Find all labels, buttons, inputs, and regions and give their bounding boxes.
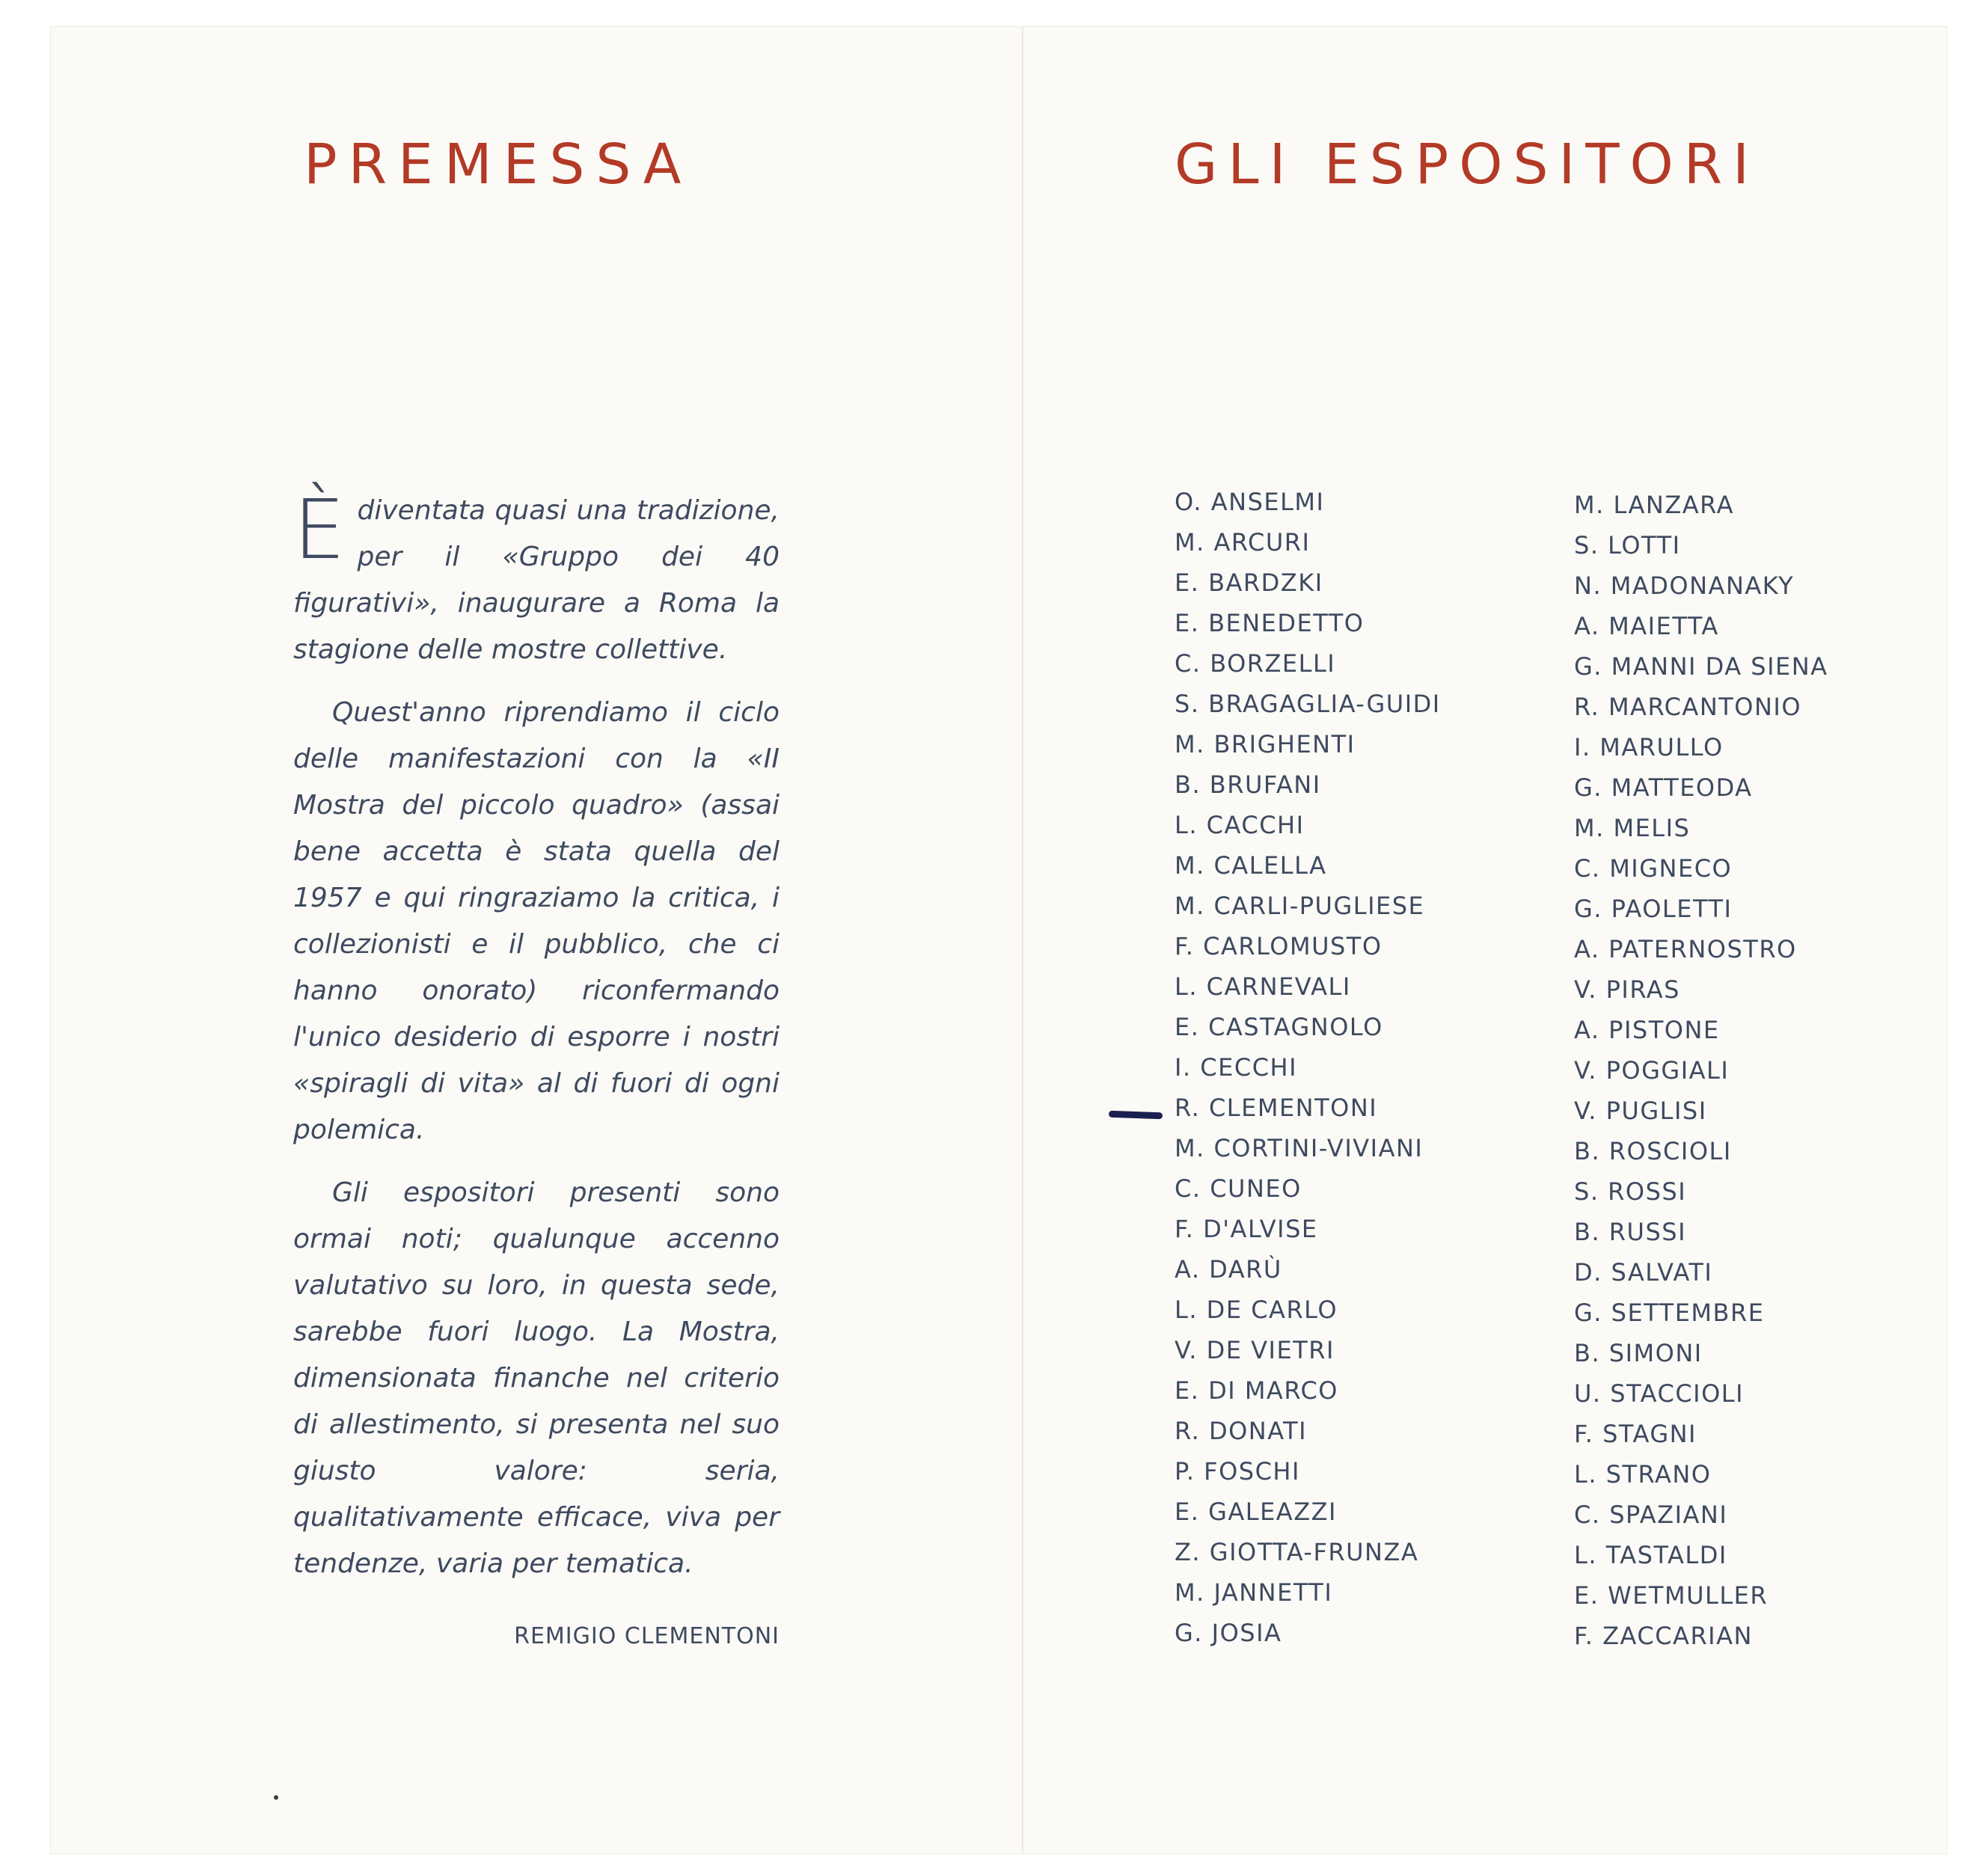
exhibitor-name: L. DE CARLO (1175, 1296, 1338, 1324)
intro-paragraph-2 (293, 690, 780, 1153)
intro-paragraph-2-text: Quest'anno riprendiamo il ciclo delle manifestazioni con la «II Mostra del piccolo quadro» (assai bene accetta è stata quella del 1957 e qui ringraziamo la critica, i collezionisti e il pubblico, che ci hanno onorato) riconfermando l'unico desiderio di esporre i nostri «spiragli di vita» al di fuori di ogni polemica. (293, 697, 780, 1145)
exhibitor-name: D. SALVATI (1574, 1258, 1713, 1287)
exhibitor-name: I. CECCHI (1175, 1053, 1298, 1082)
exhibitor-name: E. WETMULLER (1574, 1581, 1769, 1610)
exhibitor-name: B. BRUFANI (1175, 770, 1321, 799)
exhibitor-name: G. MANNI DA SIENA (1574, 652, 1828, 681)
signature: REMIGIO CLEMENTONI (514, 1623, 780, 1649)
exhibitor-name: A. PATERNOSTRO (1574, 935, 1797, 963)
exhibitor-name: B. RUSSI (1574, 1218, 1687, 1246)
exhibitor-name: C. CUNEO (1175, 1174, 1302, 1203)
exhibitor-name: F. ZACCARIAN (1574, 1622, 1753, 1650)
exhibitor-name: A. PISTONE (1574, 1016, 1720, 1044)
drop-cap: È (293, 482, 346, 577)
exhibitor-name: M. BRIGHENTI (1175, 730, 1356, 758)
right-page-title: GLI ESPOSITORI (1175, 132, 1760, 197)
exhibitor-name: Z. GIOTTA-FRUNZA (1175, 1538, 1419, 1566)
exhibitor-name: M. CORTINI-VIVIANI (1175, 1134, 1424, 1162)
exhibitor-name: C. BORZELLI (1175, 649, 1336, 678)
exhibitor-name: A. MAIETTA (1574, 612, 1719, 640)
exhibitor-name: U. STACCIOLI (1574, 1379, 1745, 1408)
exhibitor-name: R. CLEMENTONI (1175, 1094, 1378, 1122)
left-page-title: PREMESSA (304, 132, 693, 197)
exhibitor-name: P. FOSCHI (1175, 1457, 1300, 1486)
exhibitor-name: V. PIRAS (1574, 975, 1680, 1004)
exhibitor-name: N. MADONANAKY (1574, 571, 1795, 600)
paper-speck (274, 1795, 278, 1800)
exhibitor-name: E. CASTAGNOLO (1175, 1013, 1383, 1041)
exhibitor-name: C. SPAZIANI (1574, 1501, 1728, 1529)
exhibitor-name: M. MELIS (1574, 814, 1691, 842)
exhibitor-name: M. CALELLA (1175, 851, 1327, 880)
intro-paragraph-1-text: diventata quasi una tradizione, per il «Gruppo dei 40 figurativi», inaugurare a Roma la stagione delle mostre collettive. (293, 495, 780, 665)
exhibitor-name: F. STAGNI (1574, 1420, 1697, 1448)
exhibitor-name: V. PUGLISI (1574, 1097, 1707, 1125)
exhibitor-name: V. DE VIETRI (1175, 1336, 1335, 1364)
exhibitors-list-right (1574, 485, 1828, 1656)
exhibitor-name: E. GALEAZZI (1175, 1498, 1337, 1526)
exhibitor-name: F. D'ALVISE (1175, 1215, 1318, 1243)
exhibitor-name: G. PAOLETTI (1574, 895, 1733, 923)
exhibitor-name: E. DI MARCO (1175, 1376, 1338, 1405)
exhibitor-name: R. DONATI (1175, 1417, 1308, 1445)
intro-paragraph-1 (293, 482, 780, 673)
exhibitor-name: B. SIMONI (1574, 1339, 1703, 1367)
exhibitor-name: E. BENEDETTO (1175, 609, 1365, 637)
intro-paragraph-3 (293, 1170, 780, 1587)
exhibitor-name: S. ROSSI (1574, 1177, 1687, 1206)
exhibitor-name: M. ARCURI (1175, 528, 1311, 557)
intro-text (293, 482, 780, 1587)
exhibitor-name: M. JANNETTI (1175, 1578, 1333, 1607)
exhibitor-name: M. CARLI-PUGLIESE (1175, 892, 1425, 920)
exhibitor-name: F. CARLOMUSTO (1175, 932, 1383, 960)
exhibitor-name: L. TASTALDI (1574, 1541, 1727, 1569)
exhibitor-name: L. CACCHI (1175, 811, 1305, 839)
exhibitor-name: R. MARCANTONIO (1574, 693, 1802, 721)
exhibitor-name: C. MIGNECO (1574, 854, 1733, 883)
exhibitor-name: E. BARDZKI (1175, 568, 1323, 597)
exhibitor-name: G. SETTEMBRE (1574, 1299, 1765, 1327)
exhibitor-name: V. POGGIALI (1574, 1056, 1730, 1085)
exhibitor-name: B. ROSCIOLI (1574, 1137, 1732, 1165)
exhibitors-list-left (1175, 482, 1441, 1653)
exhibitor-name: S. BRAGAGLIA-GUIDI (1175, 690, 1441, 718)
exhibitor-name: G. MATTEODA (1574, 773, 1753, 802)
exhibitor-name: M. LANZARA (1574, 491, 1734, 519)
exhibitor-name: A. DARÙ (1175, 1255, 1282, 1284)
center-fold (1022, 27, 1023, 1854)
exhibitor-name: L. STRANO (1574, 1460, 1712, 1489)
exhibitor-name: I. MARULLO (1574, 733, 1724, 761)
exhibitor-name: O. ANSELMI (1175, 488, 1325, 516)
exhibitor-name: S. LOTTI (1574, 531, 1681, 560)
intro-paragraph-3-text: Gli espositori presenti sono ormai noti; qualunque accenno valutativo su loro, in questa sede, sarebbe fuori luogo. La Mostra, dimensionata finanche nel criterio di allestimento, si presenta nel suo giusto valore: seria, qualitativamente efficace, viva per tendenze, varia per tematica. (293, 1177, 780, 1579)
exhibitor-name: L. CARNEVALI (1175, 972, 1351, 1001)
exhibitor-name: G. JOSIA (1175, 1619, 1282, 1647)
